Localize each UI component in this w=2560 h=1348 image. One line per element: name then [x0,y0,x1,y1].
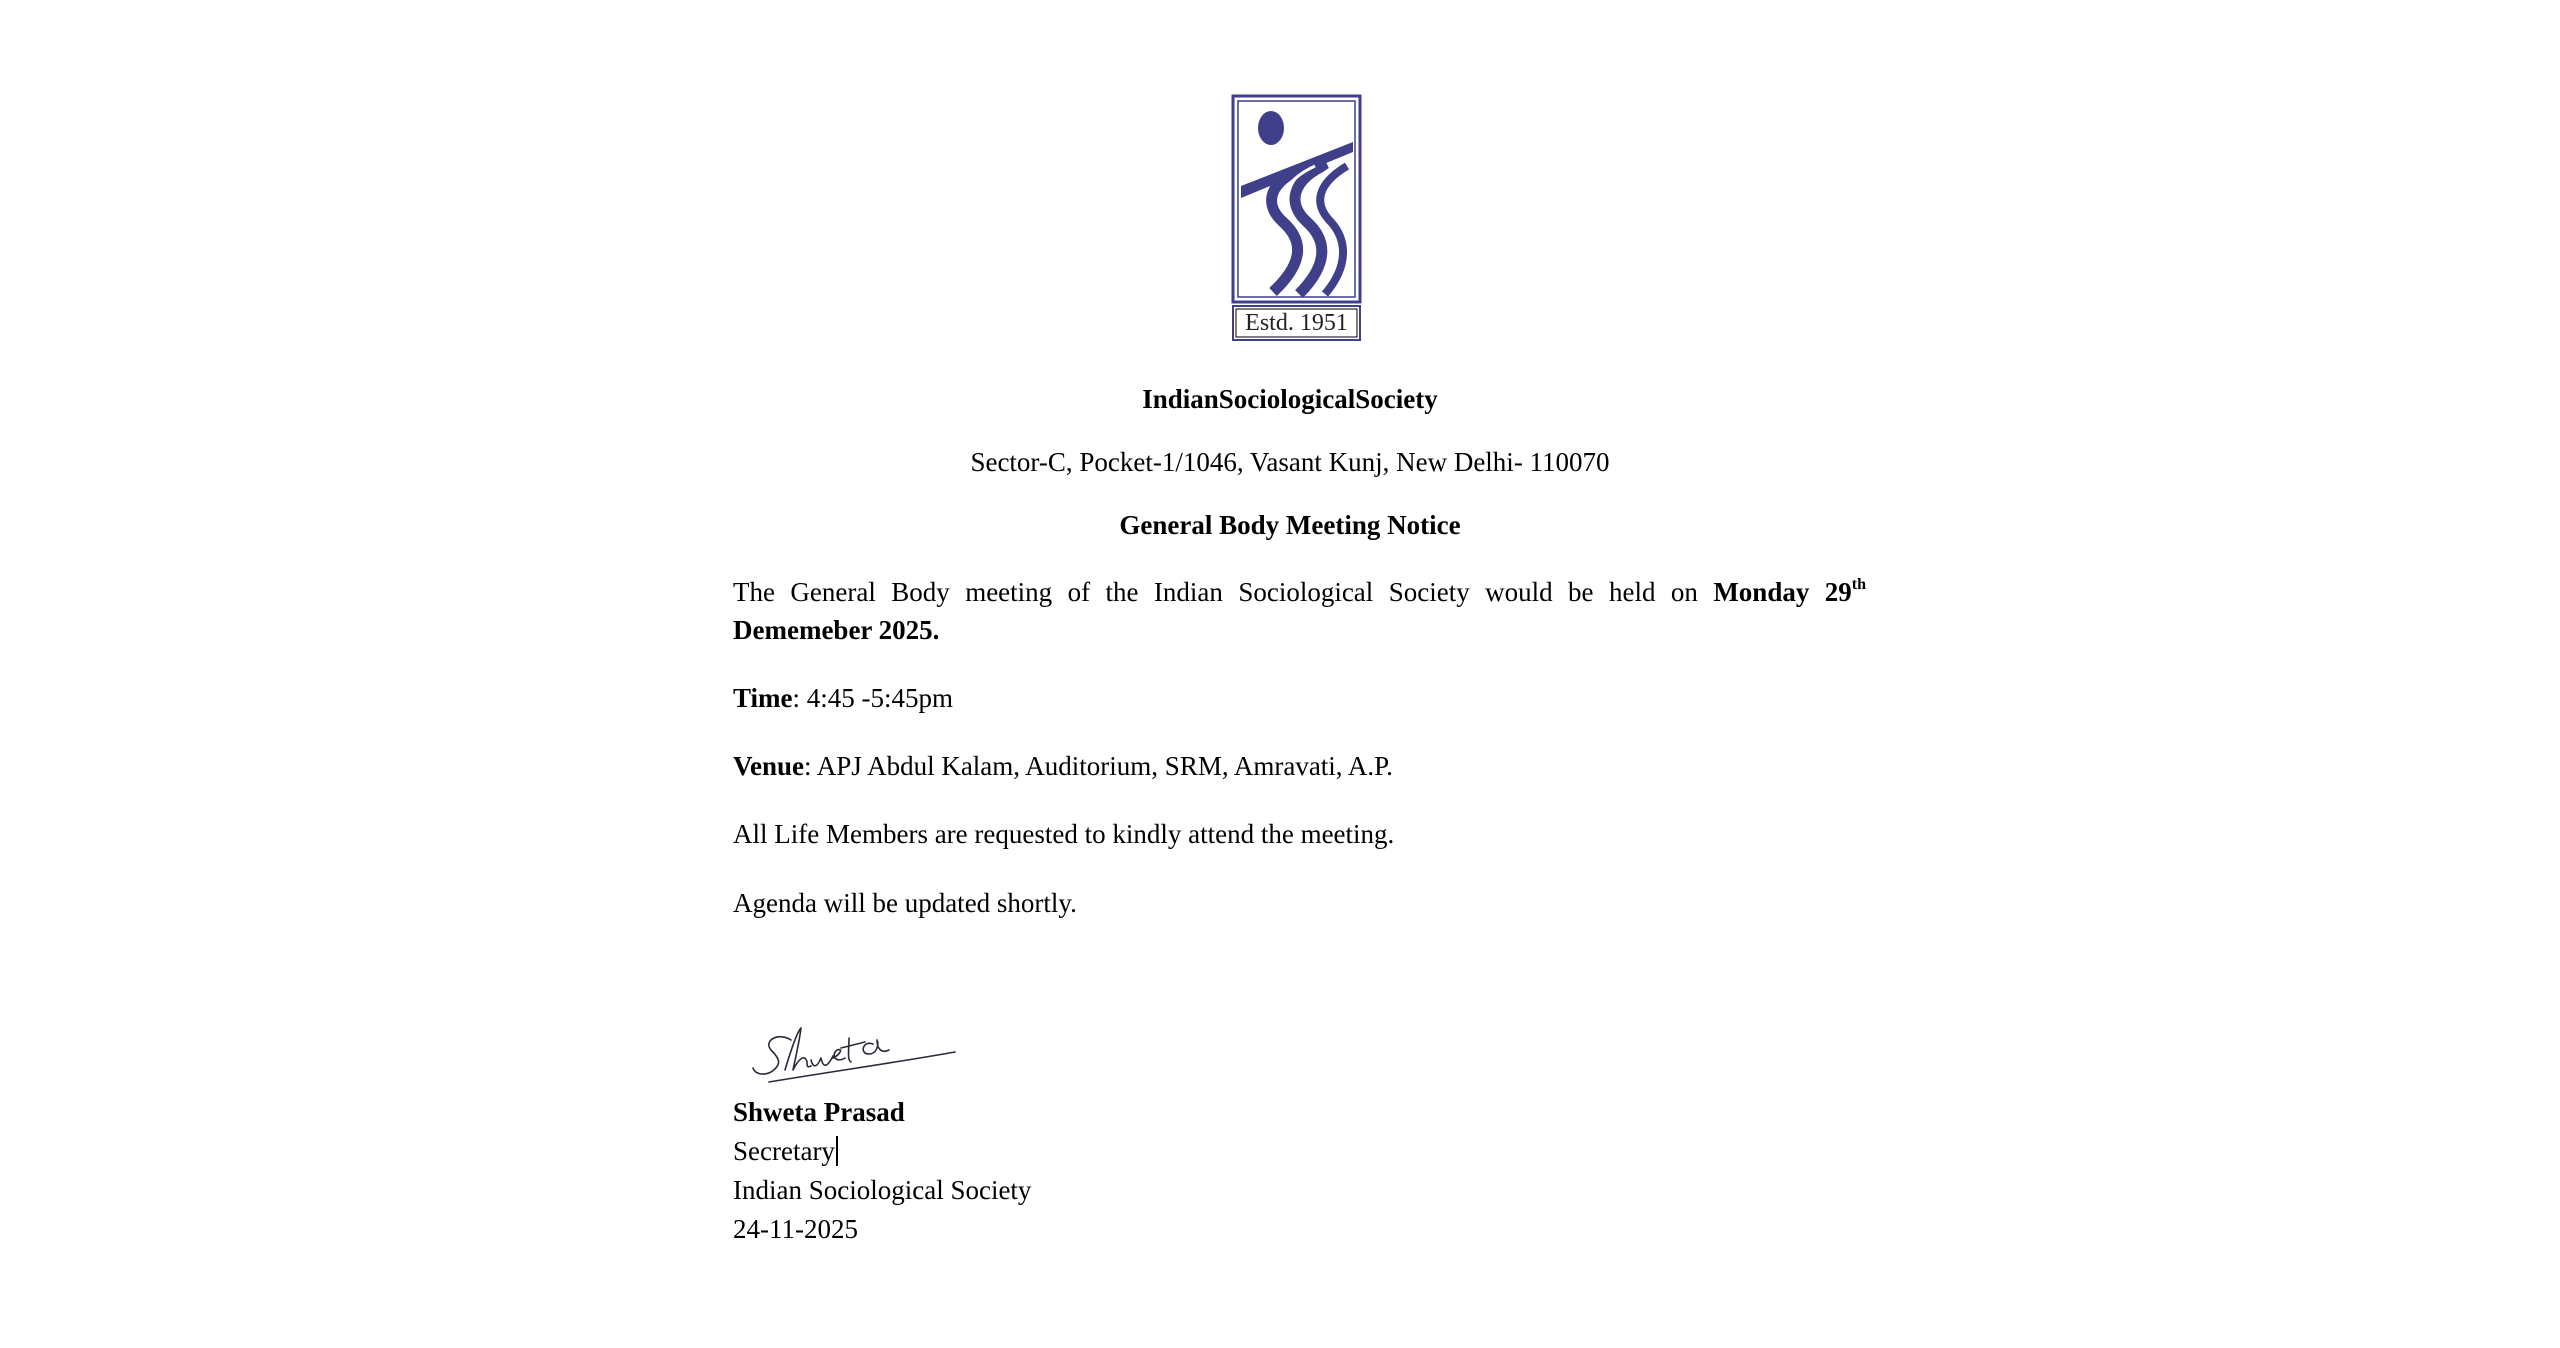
meeting-date-day: Monday 29 [1713,577,1852,607]
venue-value: : APJ Abdul Kalam, Auditorium, SRM, Amravati, A.P. [804,751,1393,781]
time-label: Time [733,683,793,713]
organization-name: IndianSociologicalSociety [1142,384,1438,414]
notice-title: General Body Meeting Notice [1119,510,1461,540]
agenda-note: Agenda will be updated shortly. [733,888,1077,918]
signoff-date: 24-11-2025 [733,1214,858,1244]
time-value: : 4:45 -5:45pm [792,683,953,713]
handwritten-signature [749,1010,969,1090]
signatory-name: Shweta Prasad [733,1097,905,1127]
signature-icon [749,1010,969,1090]
announcement-intro: The General Body meeting of the Indian Sociological Society would be held on [733,577,1698,607]
meeting-time [733,679,1866,717]
organization-address: Sector-C, Pocket-1/1046, Vasant Kunj, New Delhi- 110070 [970,447,1610,477]
meeting-venue [733,747,1866,785]
estd-label: Estd. 1951 [1245,310,1348,336]
venue-label: Venue [733,751,805,781]
signoff-block [733,1093,1031,1249]
meeting-announcement [733,573,1866,649]
meeting-date-rest: Dememeber 2025. [733,615,940,645]
signatory-designation-line [733,1132,1031,1171]
society-logo [1231,94,1365,342]
signatory-designation: Secretary [733,1136,835,1166]
meeting-date-suffix: th [1851,576,1866,593]
signatory-organization: Indian Sociological Society [733,1175,1032,1205]
members-request: All Life Members are requested to kindly attend the meeting. [733,819,1395,849]
text-cursor [836,1136,838,1166]
society-logo-icon [1231,94,1365,342]
